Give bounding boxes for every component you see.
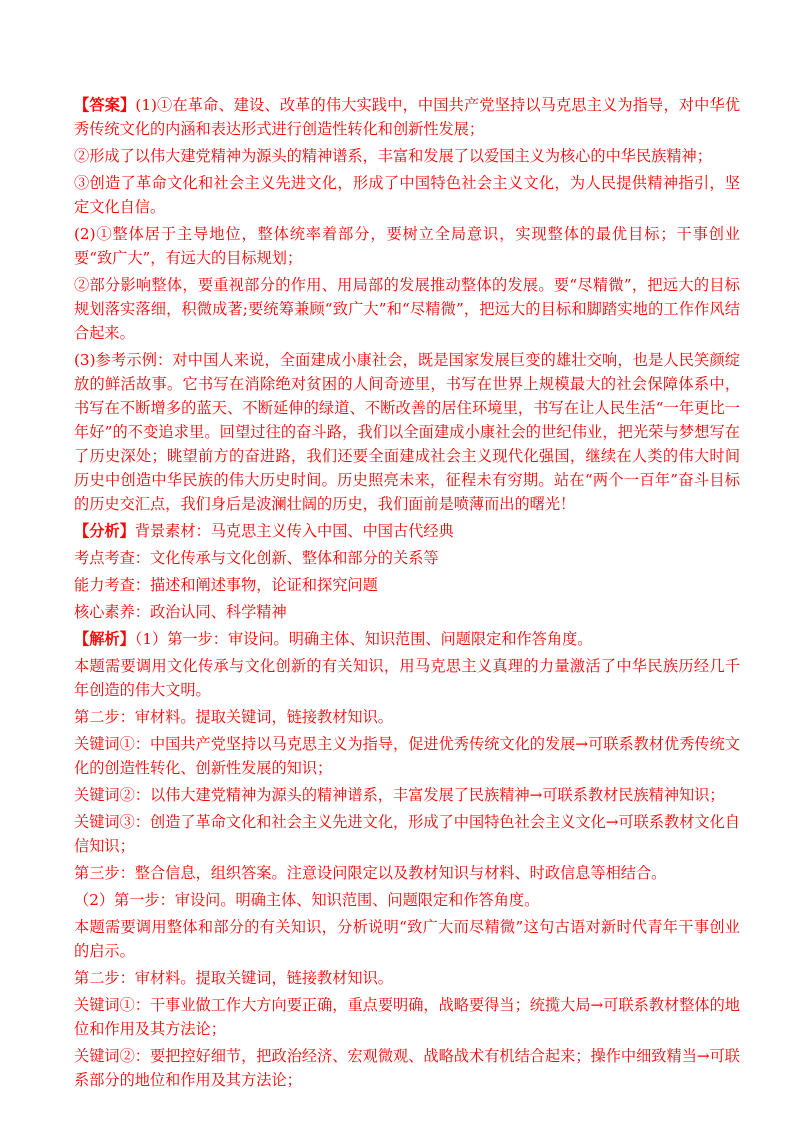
- explanation-line6: 关键词③：创造了革命文化和社会主义先进文化，形成了中国特色社会主义文化→可联系教材文化自信知识；: [74, 813, 740, 855]
- answer-part3: (3)参考示例：对中国人来说，全面建成小康社会，既是国家发展巨变的雄壮交响，也是人民笑颜绽放的鲜活故事。它书写在消除绝对贫困的人间奇迹里，书写在世界上规模最大的社会保障体系中，书写在不断增多的蓝天、不断延伸的绿道、不断改善的居住环境里，书写在让人民生活“一年更比一年好”的不变追求里。回望过往的奋斗路，我们以全面建成小康社会的世纪伟业，把光荣与梦想写在了历史深处；眺望前方的奋进路，我们还要全面建成社会主义现代化强国，继续在人类的伟大时间历史中创造中华民族的伟大历史时间。历史照亮未来，征程未有穷期。站在“两个一百年”奋斗目标的历史交汇点，我们身后是波澜壮阔的历史，我们面前是喷薄而出的曙光！: [74, 351, 740, 513]
- analysis-line4: 核心素养：政治认同、科学精神: [74, 603, 287, 621]
- analysis-line1: [74, 519, 740, 543]
- answer-part2-line2: ②部分影响整体，要重视部分的作用、用局部的发展推动整体的发展。要“尽精微”，把远大的目标规划落实落细，积微成著;要统筹兼顾“致广大”和“尽精微”，把远大的目标和脚踏实地的工作作风结合起来。: [74, 276, 740, 342]
- answer-text-1: (1)①在革命、建设、改革的伟大实践中，中国共产党坚持以马克思主义为指导，对中华优秀传统文化的内涵和表达形式进行创造性转化和创新性发展；: [74, 96, 741, 138]
- explanation-line5: 关键词②：以伟大建党精神为源头的精神谱系，丰富发展了民族精神→可联系教材民族精神知识；: [74, 786, 725, 804]
- explanation-line4: 关键词①：中国共产党坚持以马克思主义为指导，促进优秀传统文化的发展→可联系教材优秀传统文化的创造性转化、创新性发展的知识；: [74, 735, 740, 777]
- explanation-label: 【解析】: [74, 630, 135, 648]
- explanation-line10: 第二步：审材料。提取关键词，链接教材知识。: [74, 969, 393, 987]
- answer-part2-line1: (2)①整体居于主导地位，整体统率着部分，要树立全局意识，实现整体的最优目标；干事创业要“致广大”，有远大的目标规划；: [74, 225, 740, 267]
- analysis-line3: 能力考查：描述和阐述事物，论证和探究问题: [74, 576, 378, 594]
- explanation-line2: 本题需要调用文化传承与文化创新的有关知识，用马克思主义真理的力量激活了中华民族历经几千年创造的伟大文明。: [74, 657, 740, 699]
- answer-part1-line1: [74, 93, 740, 141]
- answer-part1-line2: ②形成了以伟大建党精神为源头的精神谱系，丰富和发展了以爱国主义为核心的中华民族精神；: [74, 147, 712, 165]
- explanation-line9: 本题需要调用整体和部分的有关知识，分析说明“致广大而尽精微”这句古语对新时代青年干事创业的启示。: [74, 918, 740, 960]
- analysis-label: 【分析】: [74, 522, 135, 540]
- explanation-line11: 关键词①：干事业做工作大方向要正确，重点要明确，战略要得当；统揽大局→可联系教材整体的地位和作用及其方法论；: [74, 996, 740, 1038]
- analysis-text-1: 背景素材：马克思主义传入中国、中国古代经典: [134, 522, 454, 540]
- explanation-line1: [74, 627, 740, 651]
- explanation-line12: 关键词②：要把控好细节，把政治经济、宏观微观、战略战术有机结合起来；操作中细致精当→可联系部分的地位和作用及其方法论；: [74, 1047, 740, 1089]
- answer-content: [74, 93, 740, 1092]
- analysis-line2: 考点考查：文化传承与文化创新、整体和部分的关系等: [74, 549, 439, 567]
- answer-part1-line3: ③创造了革命文化和社会主义先进文化，形成了中国特色社会主义文化，为人民提供精神指引，坚定文化自信。: [74, 174, 740, 216]
- explanation-line7: 第三步：整合信息，组织答案。注意设问限定以及教材知识与材料、时政信息等相结合。: [74, 864, 667, 882]
- explanation-text-1: （1）第一步：审设问。明确主体、知识范围、问题限定和作答角度。: [134, 630, 593, 648]
- explanation-line3: 第二步：审材料。提取关键词，链接教材知识。: [74, 708, 393, 726]
- answer-label: 【答案】: [74, 96, 136, 114]
- explanation-line8: （2）第一步：审设问。明确主体、知识范围、问题限定和作答角度。: [74, 891, 540, 909]
